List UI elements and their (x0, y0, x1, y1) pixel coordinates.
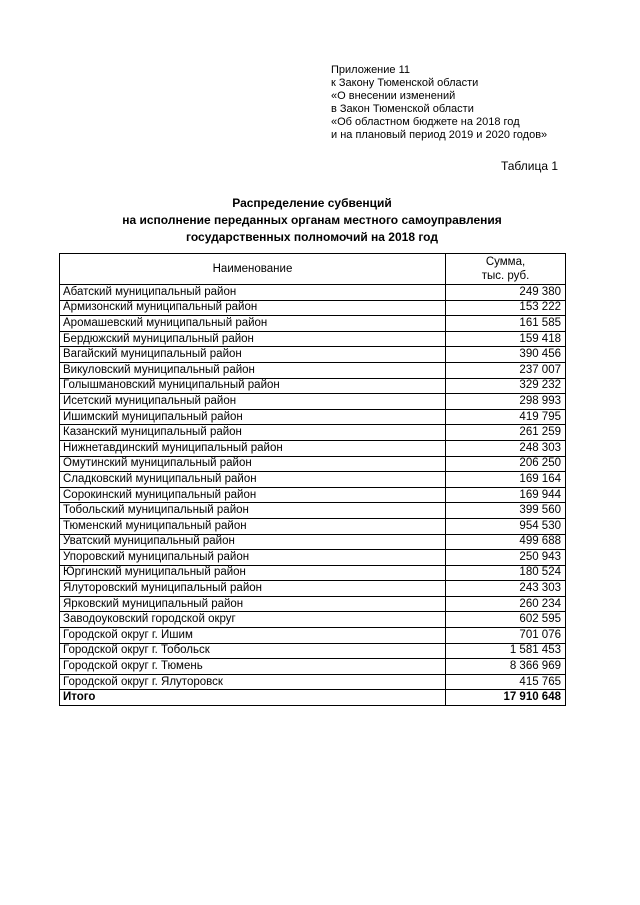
table-row (60, 487, 566, 503)
appendix-line: «Об областном бюджете на 2018 год (331, 115, 520, 128)
table-row (60, 565, 566, 581)
row-name: Уватский муниципальный район (60, 534, 446, 550)
table-row (60, 394, 566, 410)
table-row (60, 628, 566, 644)
table-row (60, 472, 566, 488)
table-number: Таблица 1 (500, 159, 558, 173)
row-name: Заводоуковский городской округ (60, 612, 446, 628)
row-name: Казанский муниципальный район (60, 425, 446, 441)
table-row (60, 347, 566, 363)
row-name: Городской округ г. Тобольск (60, 643, 446, 659)
row-sum: 250 943 (446, 550, 566, 566)
row-sum: 499 688 (446, 534, 566, 550)
header-sum-line2: тыс. руб. (481, 270, 530, 282)
row-sum: 329 232 (446, 378, 566, 394)
row-sum: 248 303 (446, 440, 566, 456)
table-body (60, 285, 566, 690)
table-row (60, 674, 566, 690)
title-line: на исполнение переданных органам местного самоуправления (122, 213, 502, 227)
row-name: Викуловский муниципальный район (60, 362, 446, 378)
table-row (60, 518, 566, 534)
appendix-note (331, 64, 547, 141)
row-name: Нижнетавдинский муниципальный район (60, 440, 446, 456)
row-sum: 249 380 (446, 285, 566, 301)
row-name: Ишимский муниципальный район (60, 409, 446, 425)
header-name: Наименование (60, 254, 446, 285)
row-name: Армизонский муниципальный район (60, 300, 446, 316)
total-label: Итого (60, 690, 446, 706)
row-sum: 260 234 (446, 596, 566, 612)
row-sum: 419 795 (446, 409, 566, 425)
row-name: Тюменский муниципальный район (60, 518, 446, 534)
table-row (60, 503, 566, 519)
appendix-line: в Закон Тюменской области (331, 102, 474, 115)
header-sum-line1: Сумма, (485, 256, 526, 268)
row-name: Сорокинский муниципальный район (60, 487, 446, 503)
header-sum (446, 254, 566, 285)
title-line: Распределение субвенций (232, 196, 392, 210)
table-row (60, 409, 566, 425)
table-row (60, 300, 566, 316)
table-row (60, 550, 566, 566)
row-name: Бердюжский муниципальный район (60, 331, 446, 347)
table-row (60, 378, 566, 394)
table-row (60, 425, 566, 441)
appendix-line: «О внесении изменений (331, 89, 456, 102)
table-row (60, 612, 566, 628)
row-name: Голышмановский муниципальный район (60, 378, 446, 394)
row-sum: 243 303 (446, 581, 566, 597)
total-row (60, 690, 566, 706)
row-sum: 237 007 (446, 362, 566, 378)
row-sum: 206 250 (446, 456, 566, 472)
row-name: Городской округ г. Ишим (60, 628, 446, 644)
row-sum: 159 418 (446, 331, 566, 347)
table-row (60, 331, 566, 347)
appendix-line: и на плановый период 2019 и 2020 годов» (331, 128, 548, 141)
row-sum: 169 164 (446, 472, 566, 488)
table-row (60, 440, 566, 456)
row-sum: 169 944 (446, 487, 566, 503)
document-title (59, 195, 565, 246)
row-sum: 1 581 453 (446, 643, 566, 659)
table-row (60, 285, 566, 301)
table-row (60, 643, 566, 659)
title-line: государственных полномочий на 2018 год (186, 230, 438, 244)
row-name: Юргинский муниципальный район (60, 565, 446, 581)
row-sum: 8 366 969 (446, 659, 566, 675)
appendix-line: к Закону Тюменской области (331, 76, 479, 89)
table-header-row (60, 254, 566, 285)
row-sum: 602 595 (446, 612, 566, 628)
row-sum: 153 222 (446, 300, 566, 316)
row-sum: 161 585 (446, 316, 566, 332)
appendix-line: Приложение 11 (331, 64, 410, 76)
row-sum: 180 524 (446, 565, 566, 581)
row-name: Городской округ г. Ялуторовск (60, 674, 446, 690)
row-name: Городской округ г. Тюмень (60, 659, 446, 675)
total-sum: 17 910 648 (446, 690, 566, 706)
row-sum: 298 993 (446, 394, 566, 410)
row-sum: 261 259 (446, 425, 566, 441)
table-row (60, 534, 566, 550)
row-sum: 390 456 (446, 347, 566, 363)
table-row (60, 456, 566, 472)
table-row (60, 581, 566, 597)
table-row (60, 659, 566, 675)
row-name: Исетский муниципальный район (60, 394, 446, 410)
row-sum: 954 530 (446, 518, 566, 534)
row-sum: 415 765 (446, 674, 566, 690)
row-sum: 701 076 (446, 628, 566, 644)
row-name: Упоровский муниципальный район (60, 550, 446, 566)
table-row (60, 316, 566, 332)
table-row (60, 596, 566, 612)
table-row (60, 362, 566, 378)
row-name: Вагайский муниципальный район (60, 347, 446, 363)
row-name: Ялуторовский муниципальный район (60, 581, 446, 597)
row-name: Аромашевский муниципальный район (60, 316, 446, 332)
row-name: Тобольский муниципальный район (60, 503, 446, 519)
row-sum: 399 560 (446, 503, 566, 519)
row-name: Абатский муниципальный район (60, 285, 446, 301)
subventions-table (59, 253, 566, 706)
row-name: Омутинский муниципальный район (60, 456, 446, 472)
row-name: Ярковский муниципальный район (60, 596, 446, 612)
row-name: Сладковский муниципальный район (60, 472, 446, 488)
